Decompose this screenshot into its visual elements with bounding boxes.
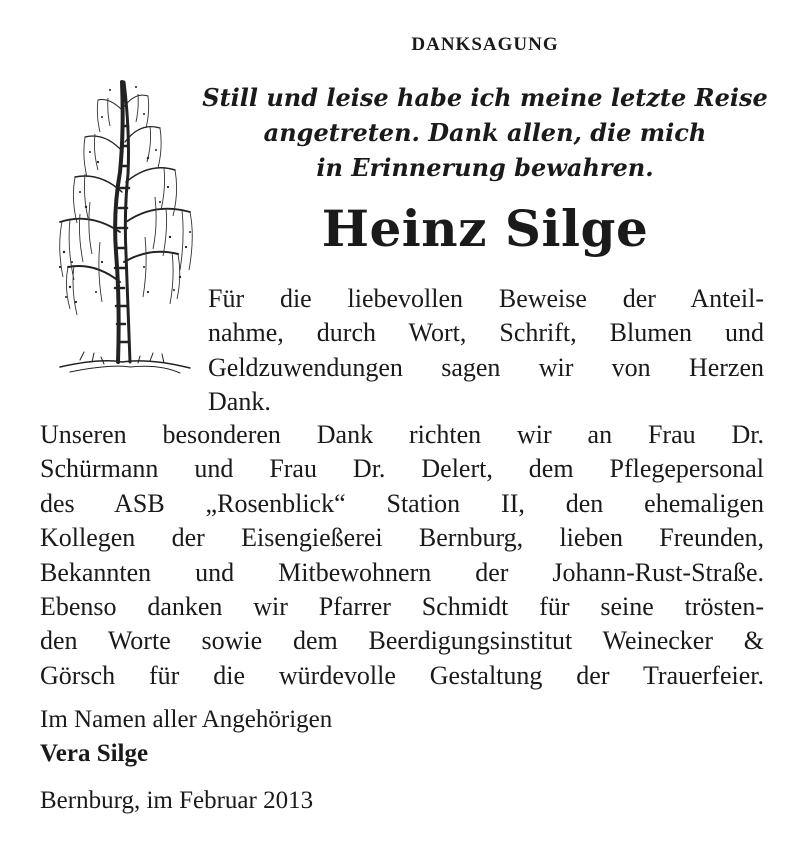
thanks-paragraph-1 [208, 282, 764, 420]
thanks-paragraph-2 [40, 418, 764, 693]
birch-tree-icon [40, 62, 205, 380]
signature-name: Vera Silge [40, 740, 149, 767]
place-date: Bernburg, im Februar 2013 [40, 787, 314, 814]
motto [190, 80, 780, 185]
text-line: des ASB „Rosenblick“ Station II, den ehemaligen [40, 488, 764, 518]
text-line: Dank. [208, 387, 271, 417]
text-line: Unseren besonderen Dank richten wir an Frau Dr. [40, 420, 764, 449]
motto-line: in Erinnerung bewahren. [316, 153, 654, 182]
text-line: nahme, durch Wort, Schrift, Blumen und [208, 318, 764, 348]
text-line: Bekannten und Mitbewohnern der Johann-Rust-Straße. [40, 557, 764, 587]
signature-intro: Im Namen aller Angehörigen [40, 706, 333, 733]
text-line: Ebenso danken wir Pfarrer Schmidt für seine trösten- [40, 592, 764, 622]
motto-line: angetreten. Dank allen, die mich [263, 118, 707, 147]
notice-heading: DANKSAGUNG [411, 34, 559, 55]
motto-line: Still und leise habe ich meine letzte Reise [202, 83, 768, 112]
signature-block [40, 703, 332, 771]
text-line: Görsch für die würdevolle Gestaltung der Trauerfeier. [40, 660, 764, 690]
text-line: den Worte sowie dem Beerdigungsinstitut Weinecker & [40, 626, 764, 656]
text-line: Für die liebevollen Beweise der Anteil- [208, 284, 764, 313]
text-line: Geldzuwendungen sagen wir von Herzen [208, 352, 764, 382]
deceased-name: Heinz Silge [321, 199, 649, 258]
text-line: Kollegen der Eisengießerei Bernburg, lieben Freunden, [40, 523, 764, 553]
text-line: Schürmann und Frau Dr. Delert, dem Pflegepersonal [40, 454, 764, 484]
